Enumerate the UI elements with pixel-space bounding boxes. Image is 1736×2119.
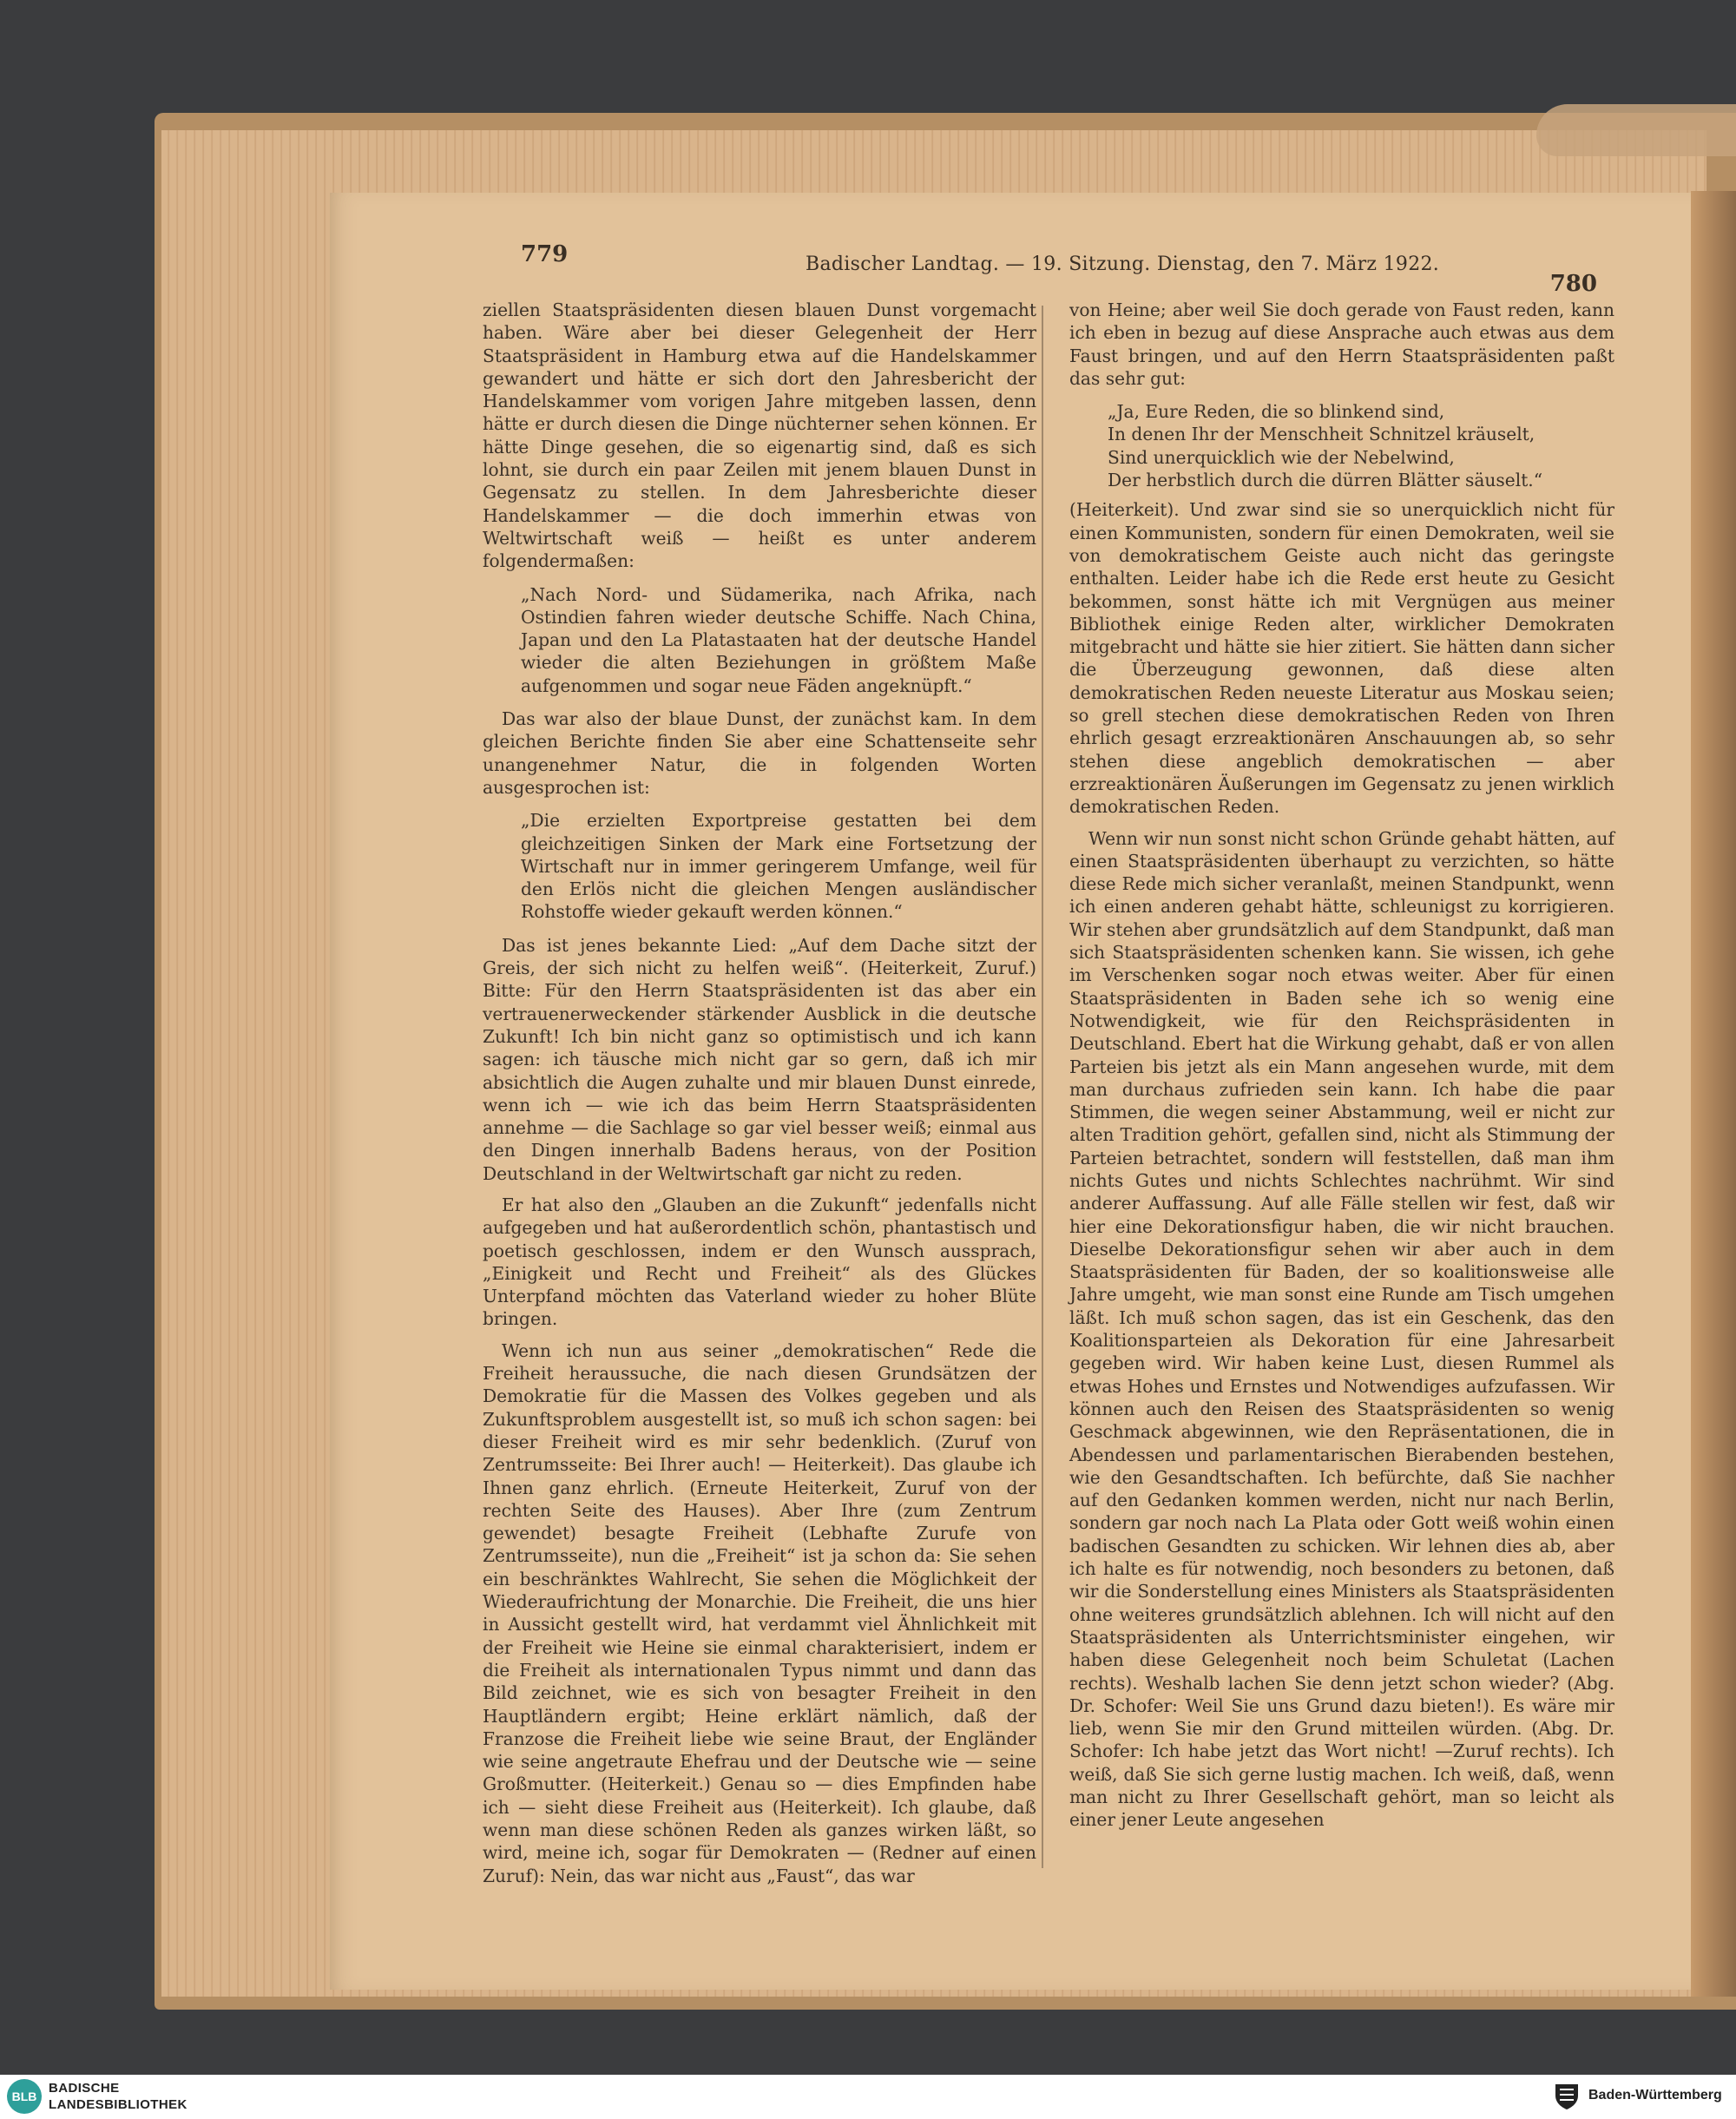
coat-of-arms-icon[interactable] — [1552, 2082, 1581, 2111]
page-number-right: 780 — [1549, 271, 1597, 297]
library-name-line1: BADISCHE — [49, 2081, 120, 2096]
bookmark-ribbon — [1536, 104, 1736, 156]
text-paragraph: Er hat also den „Glauben an die Zukunft“ jedenfalls nicht aufgegeben und hat außerordentlich schön, phantastisch und poetisch geschlossen, indem er den Wunsch aussprach, „Einigkeit und Recht und Freiheit“ als des Glückes Unterpfand möchten das Vaterland wieder zu hoher Blüte bringen. — [483, 1194, 1036, 1330]
page-number-left: 779 — [521, 241, 569, 267]
text-paragraph: ziellen Staatspräsidenten diesen blauen Dunst vorgemacht haben. Wäre aber bei dieser Gelegenheit der Herr Staatspräsident in Hamburg etwa auf die Handelskammer gewandert und hätte er sich dort den Jahresbericht der Handelskammer vom vorigen Jahre mitgeben lassen, denn hätte er durch diesen die Dinge nüchterner sehen können. Er hätte Dinge gesehen, die so eigenartig sind, daß es sich lohnt, sie durch ein paar Zeilen mit jenem blauen Dunst in Gegensatz zu stellen. In dem Jahresberichte dieser Handelskammer — die doch immerhin etwas von Weltwirtschaft weiß — heißt es unter anderem folgendermaßen: — [483, 299, 1036, 572]
page-header — [521, 241, 1597, 297]
text-paragraph: Das ist jenes bekannte Lied: „Auf dem Dache sitzt der Greis, der sich nicht zu helfen weiß“. (Heiterkeit, Zuruf.) Bitte: Für den Herrn Staatspräsidenten ist das aber ein vertrauenerweckender stärkender Ausblick in die deutsche Zukunft! Ich bin nicht ganz so optimistisch und ich kann sagen: ich täusche mich nicht gar so gern, daß ich mir absichtlich die Augen zuhalte und mir blauen Dunst einrede, wenn ich — wie ich das beim Herrn Staatspräsidenten annehme — die Sachlage so gar viel besser weiß; einmal aus den Dingen innerhalb Badens heraus, von der Position Deutschland in der Weltwirtschaft gar nicht zu reden. — [483, 934, 1036, 1184]
text-paragraph: Das war also der blaue Dunst, der zunächst kam. In dem gleichen Berichte finden Sie aber eine Schattenseite sehr unangenehmer Natur, die in folgenden Worten ausgesprochen ist: — [483, 708, 1036, 798]
blb-logo-icon[interactable]: BLB — [7, 2079, 42, 2114]
column-divider — [1042, 306, 1043, 1868]
text-paragraph: Wenn ich nun aus seiner „demokratischen“ Rede die Freiheit heraussuche, die nach diesen Grundsätzen der Demokratie für die Massen des Volkes gegeben und als Zukunftsproblem ausgestellt ist, so muß ich schon sagen: bei dieser Freiheit wird es mir sehr bedenklich. (Zuruf von Zentrumsseite: Bei Ihrer auch! — Heiterkeit). Das glaube ich Ihnen ganz ehrlich. (Erneute Heiterkeit, Zuruf von der rechten Seite des Hauses). Aber Ihre (zum Zentrum gewendet) besagte Freiheit (Lebhafte Zurufe von Zentrumsseite), nun die „Freiheit“ ist ja schon da: Sie sehen ein beschränktes Wahlrecht, Sie sehen die Möglichkeit der Wiederaufrichtung der Monarchie. Die Freiheit, die uns hier in Aussicht gestellt wird, hat verdammt viel Ähnlichkeit mit der Freiheit wie Heine sie einmal charakterisiert, indem er die Freiheit als internationalen Typus nimmt und dann das Bild zeichnet, wie es sich von besagter Freiheit in den Hauptländern ergibt; Heine erklärt nämlich, daß der Franzose die Freiheit liebe wie seine Braut, der Engländer wie seine angetraute Ehefrau und der Deutsche wie — seine Großmutter. (Heiterkeit.) Genau so — dies Empfinden habe ich — sieht diese Freiheit aus (Heiterkeit). Ich glaube, daß wenn man diese schönen Reden als ganzes wirken läßt, so wird, meine ich, sogar für Demokraten — (Redner auf einen Zuruf): Nein, das war nicht aus „Faust“, das war — [483, 1339, 1036, 1886]
text-column-right — [1069, 299, 1614, 1832]
quotation-block: „Ja, Eure Reden, die so blinkend sind, In denen Ihr der Menschheit Schnitzel kräuselt, Sind unerquicklich wie der Nebelwind, Der herbstlich durch die dürren Blätter säuselt.“ — [1108, 401, 1543, 491]
quotation-block: „Nach Nord- und Südamerika, nach Afrika, nach Ostindien fahren wieder deutsche Schiffe. Nach China, Japan und den La Platastaaten hat der deutsche Handel wieder die alten Beziehungen in größtem Maße aufgenommen und sogar neue Fäden angeknüpft.“ — [521, 583, 1036, 696]
viewer-footer — [0, 2075, 1736, 2119]
text-paragraph: von Heine; aber weil Sie doch gerade von Faust reden, kann ich eben in bezug auf diese Ansprache auch etwas aus dem Faust bringen, und auf den Herrn Staatspräsidenten paßt das sehr gut: — [1069, 299, 1614, 389]
text-paragraph: Wenn wir nun sonst nicht schon Gründe gehabt hätten, auf einen Staatspräsidenten überhaupt zu verzichten, so hätte diese Rede mich sicher veranlaßt, meinen Standpunkt, wenn ich einen anderen gehabt hätte, schleunigst zu korrigieren. Wir stehen aber grundsätzlich auf dem Standpunkt, daß man sich Staatspräsidenten schenken kann. Sie wissen, ich gehe im Verschenken sogar noch etwas weiter. Aber für einen Staatspräsidenten in Baden sehe ich so wenig eine Notwendigkeit, wie für den Reichspräsidenten in Deutschland. Ebert hat die Wirkung gehabt, daß er von allen Parteien bis jetzt als ein Mann angesehen wurde, mit dem man durchaus zufrieden sein kann. Ich habe die paar Stimmen, die wegen seiner Abstammung, weil er nicht zur alten Tradition gehört, gefallen sind, nicht als Stimmung der Parteien betrachtet, sondern will feststellen, daß man ihm nichts Gutes und nichts Schlechtes nachrühmt. Wir sind anderer Auffassung. Auf alle Fälle stellen wir fest, daß wir hier eine Dekorationsfigur haben, die wir nicht brauchen. Dieselbe Dekorationsfigur sehen wir aber auch in dem Staatspräsidenten für Baden, der so koalitionsweise alle Jahre umgeht, wie man sonst eine Runde am Tisch umgehen läßt. Ich muß schon sagen, das ist ein Geschenk, das den Koalitionsparteien als Dekoration für eine Jahresarbeit gegeben wird. Wir haben keine Lust, diesen Rummel als etwas Hohes und Ernstes und Notwendiges aufzufassen. Wir können auch den Reisen des Staatspräsidenten so wenig Geschmack abgewinnen, wie den Repräsentationen, die in Abendessen und parlamentarischen Bierabenden bestehen, wie den Gesandtschaften. Ich befürchte, daß Sie nachher auf den Gedanken kommen werden, nicht nur nach Berlin, sondern gar noch nach La Plata oder Gott weiß wohin einen badischen Gesandten zu schicken. Wir lehnen dies ab, aber ich halte es für notwendig, noch besonders zu betonen, daß wir die Sonderstellung eines Ministers als Staatspräsidenten ohne weiteres grundsätzlich ablehnen. Ich will nicht auf den Staatspräsidenten als Unterrichtsminister eingehen, wir haben diese Gelegenheit noch beim Schuletat (Lachen rechts). Weshalb lachen Sie denn jetzt schon wieder? (Abg. Dr. Schofer: Weil Sie uns Grund dazu bieten!). Es wäre mir lieb, wenn Sie mir den Grund mitteilen würden. (Abg. Dr. Schofer: Ich habe jetzt das Wort nicht! —Zuruf rechts). Ich weiß, daß Sie sich gerne lustig machen. Ich weiß, daß, wenn man nicht zu Ihrer Gesellschaft gehört, man so leicht als einer jener Leute angesehen — [1069, 827, 1614, 1831]
library-name-line2: LANDESBIBLIOTHEK — [49, 2097, 187, 2112]
gutter-shadow — [1691, 191, 1736, 1997]
text-paragraph: (Heiterkeit). Und zwar sind sie so unerquicklich nicht für einen Kommunisten, sondern für einen Demokraten, weil sie von demokratischem Geiste auch nicht das geringste enthalten. Leider habe ich die Rede erst heute zu Gesicht bekommen, sonst hätte ich mit Vergnügen aus meiner Bibliothek einige Reden alter, wirklicher Demokraten mitgebracht und hätte sie hier zitiert. Sie hätten dann sicher die Überzeugung gewonnen, daß diese alten demokratischen Reden neueste Literatur aus Moskau seien; so grell stechen diese demokratischen Reden von Ihren ehrlich gesagt erzreaktionären Anschauungen ab, so sehr stehen diese angeblich demokratischen — aber erzreaktionären Äußerungen im Gegensatz zu jenen wirklich demokratischen Reden. — [1069, 499, 1614, 818]
text-column-left — [483, 299, 1036, 1887]
quotation-block: „Die erzielten Exportpreise gestatten bei dem gleichzeitigen Sinken der Mark eine Fortsetzung der Wirtschaft nur in immer geringerem Umfange, weil für den Erlös nicht die gleichen Mengen ausländischer Rohstoffe wieder gekauft werden können.“ — [521, 810, 1036, 923]
library-name[interactable] — [49, 2080, 187, 2113]
running-title: Badischer Landtag. — 19. Sitzung. Dienstag, den 7. März 1922. — [806, 253, 1440, 275]
state-name[interactable]: Baden-Württemberg — [1588, 2088, 1722, 2103]
